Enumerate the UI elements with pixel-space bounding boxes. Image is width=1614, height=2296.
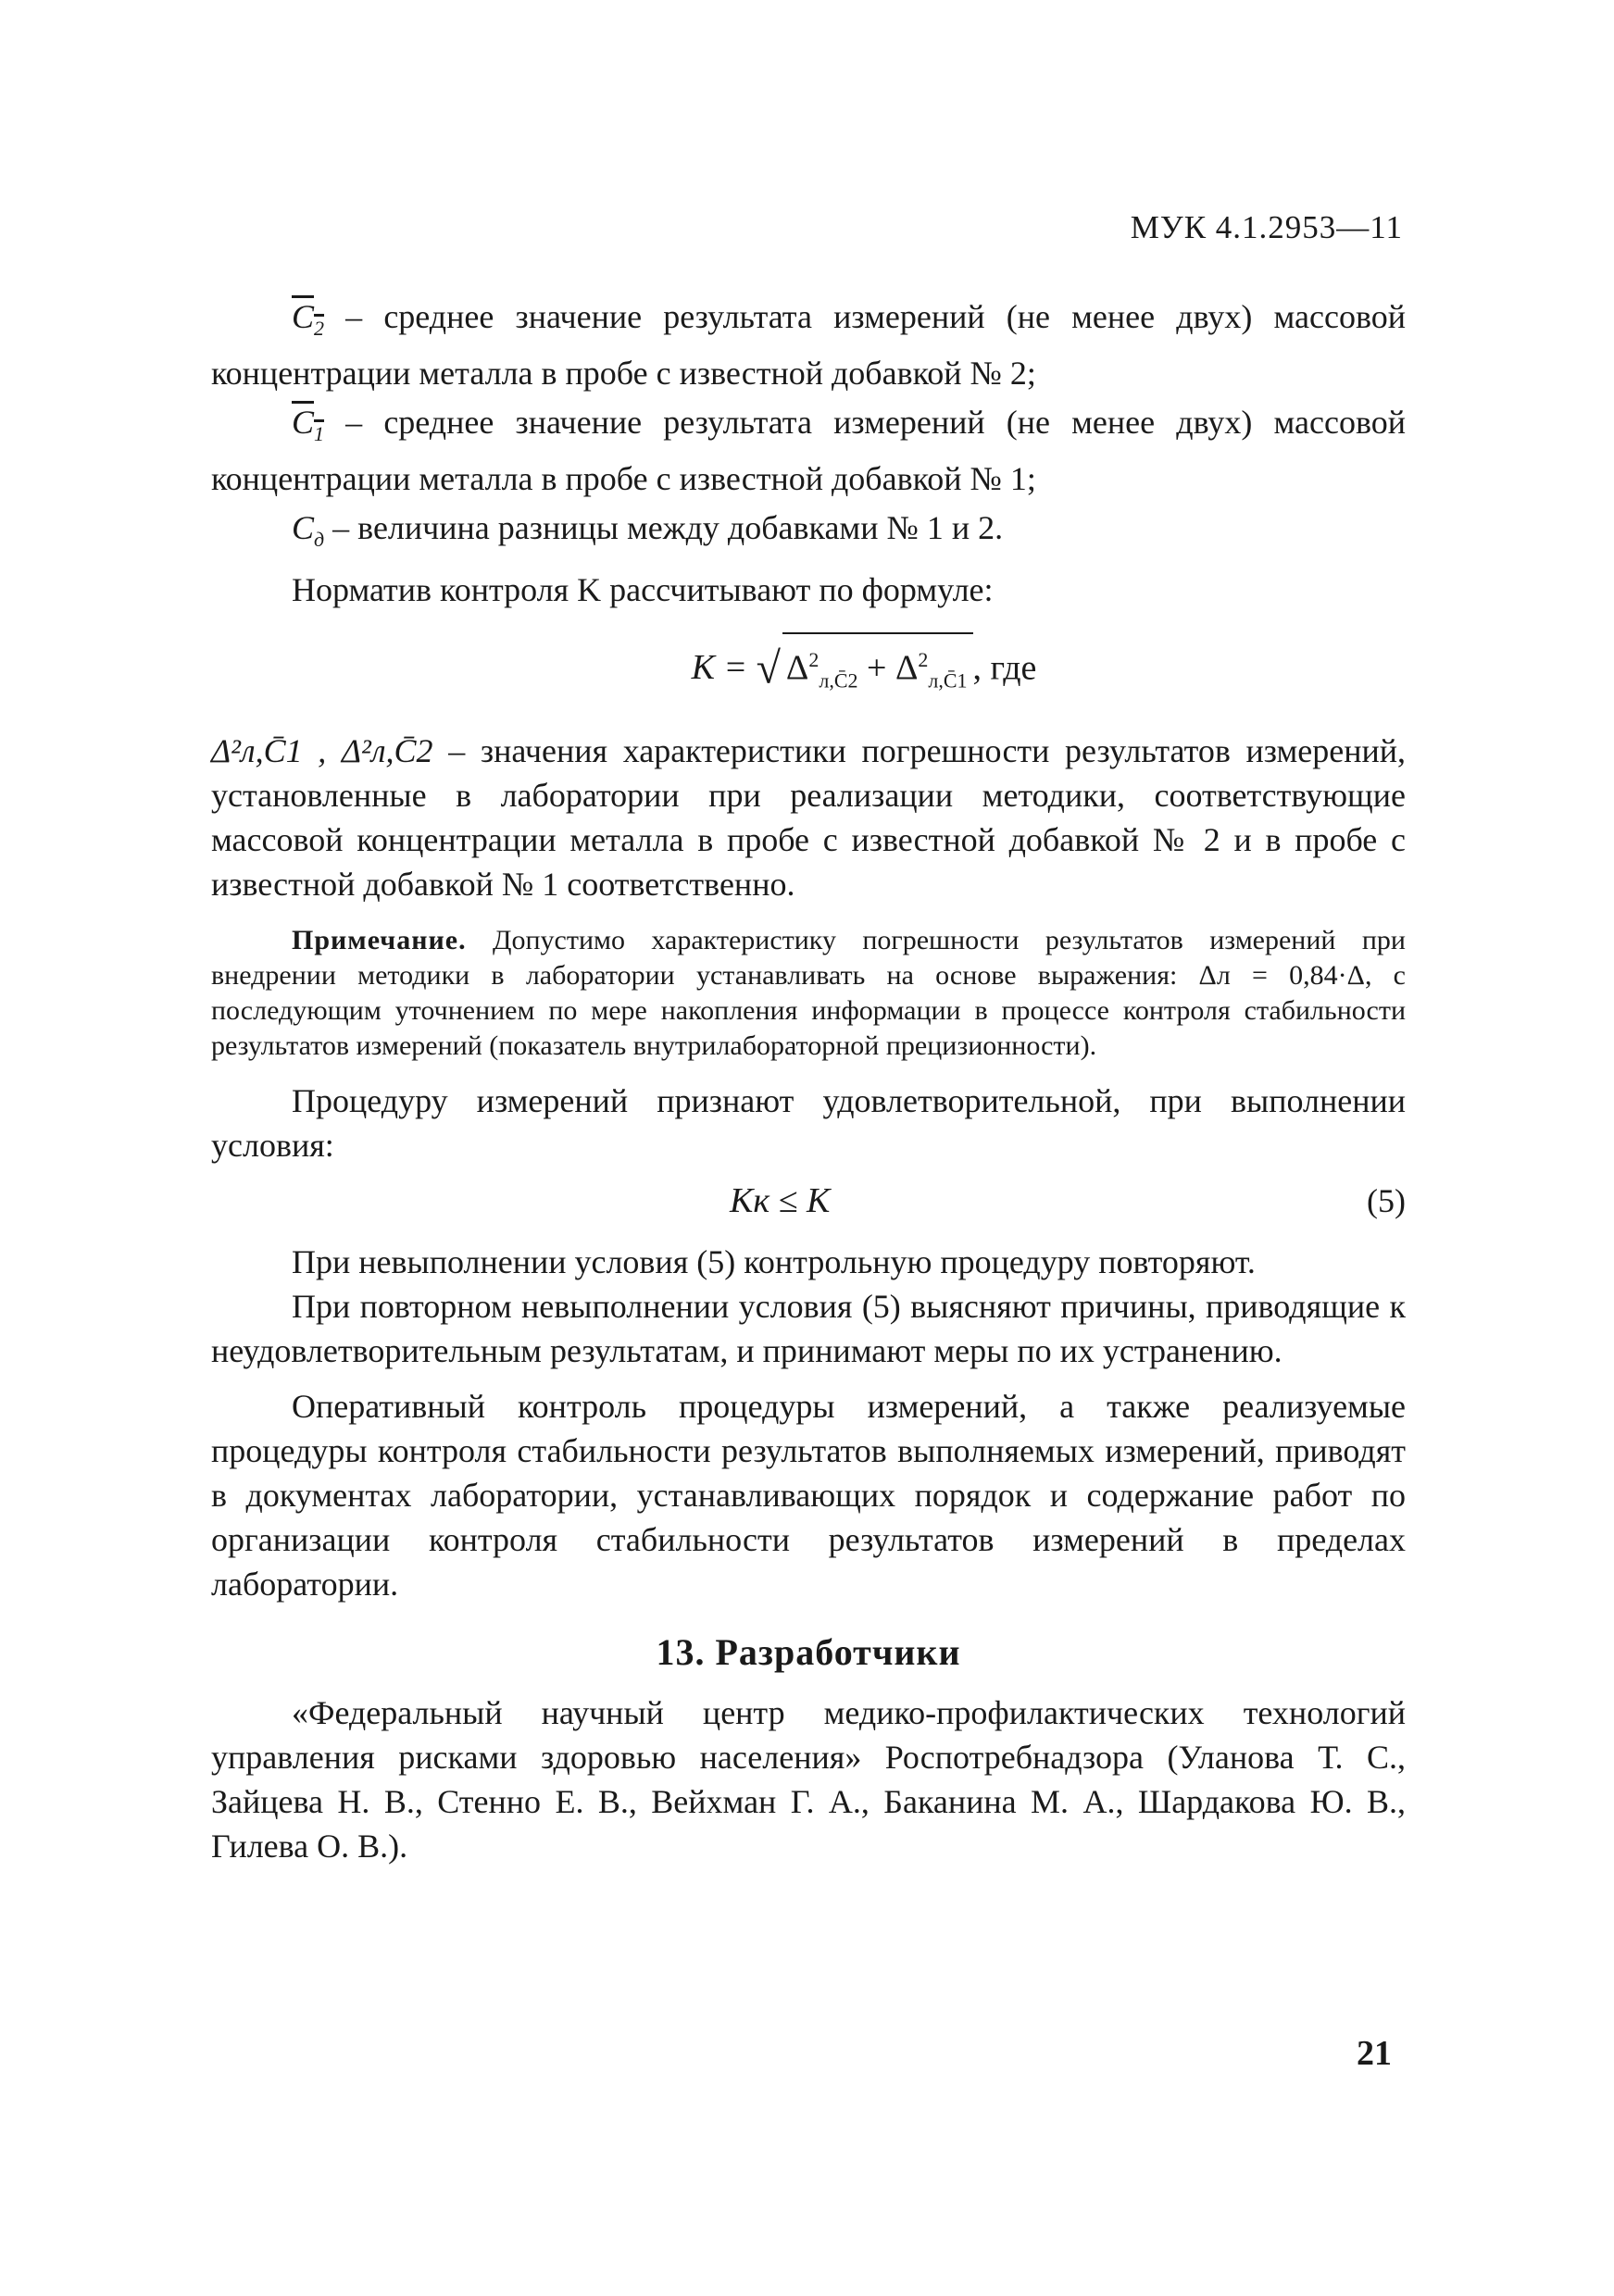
- page-content: [211, 294, 1406, 1868]
- deltas-definition: Δ²л,C̄1 , Δ²л,C̄2 – значения характеристики погрешности результатов измерений, установленные в лаборатории при реализации методики, соответствующие массовой концентрации металла в пробе с известной добавкой № 2 и в пробе с известной добавкой № 1 соответственно.: [211, 731, 1407, 903]
- symbol-c1: $C_1$: [292, 404, 325, 446]
- procedure-paragraph: Процедуру измерений признают удовлетворительной, при выполнении условия:: [211, 1081, 1406, 1164]
- page-number: 21: [1357, 2034, 1392, 2073]
- condition-5: [211, 1175, 1406, 1230]
- document-code-header: МУК 4.1.2953—11: [1130, 209, 1403, 245]
- paragraph-operational-control: Оперативный контроль процедуры измерений, а также реализуемые процедуры контроля стабильности результатов выполняемых измерений, приводят в документах лаборатории, устанавливающих порядок и содержание работ по организации контроля стабильности результатов измерений в пределах лаборатории.: [211, 1387, 1406, 1603]
- symbol-cd: $C_д$: [292, 509, 325, 552]
- definition-c2: $C_2$ – среднее значение результата измерений (не менее двух) массовой концентрации металла в пробе с известной добавкой № 2;: [211, 298, 1406, 393]
- formula-intro: Норматив контроля K рассчитывают по формуле:: [292, 570, 994, 608]
- sqrt-icon: √: [756, 643, 781, 693]
- paragraph-failure: При повторном невыполнении условия (5) выясняют причины, приводящие к неудовлетворительным результатам, и принимают меры по их устранению.: [211, 1287, 1406, 1369]
- developers-paragraph: «Федеральный научный центр медико-профилактических технологий управления рисками здоровью населения» Роспотребнадзора (Уланова Т. С., Зайцева Н. В., Стенно Е. В., Вейхман Г. А., Баканина М. А., Шардакова Ю. В., Гилева О. В.).: [211, 1693, 1406, 1865]
- formula-radicand: $\Delta^2_{л,C̄2} + \Delta^2_{л,C̄1}$: [782, 632, 973, 706]
- condition-expression: Kк ≤ K: [730, 1180, 831, 1220]
- deltas-symbols: Δ²л,C̄1 , Δ²л,C̄2: [211, 731, 433, 769]
- paragraph-repeat: При невыполнении условия (5) контрольную процедуру повторяют.: [292, 1242, 1256, 1280]
- symbol-c2: $C_2$: [292, 298, 325, 341]
- equation-number: (5): [1367, 1181, 1406, 1219]
- formula-lhs: K =: [691, 648, 748, 688]
- definition-c1: $C_1$ – среднее значение результата измерений (не менее двух) массовой концентрации металла в пробе с известной добавкой № 1;: [211, 404, 1406, 498]
- formula-suffix: , где: [972, 648, 1037, 688]
- formula-k: [211, 632, 1406, 706]
- definition-cd: $C_д$ – величина разницы между добавками № 1 и 2.: [292, 509, 1004, 552]
- note-label: Примечание.: [292, 924, 467, 955]
- section-title: 13. Разработчики: [656, 1630, 961, 1673]
- note-paragraph: Примечание. Допустимо характеристику погрешности результатов измерений при внедрении методики в лаборатории устанавливать на основе выражения: Δл = 0,84·Δ, с последующим уточнением по мере накопления информации в процессе контроля стабильности результатов измерений (показатель внутрилабораторной прецизионности).: [211, 924, 1406, 1061]
